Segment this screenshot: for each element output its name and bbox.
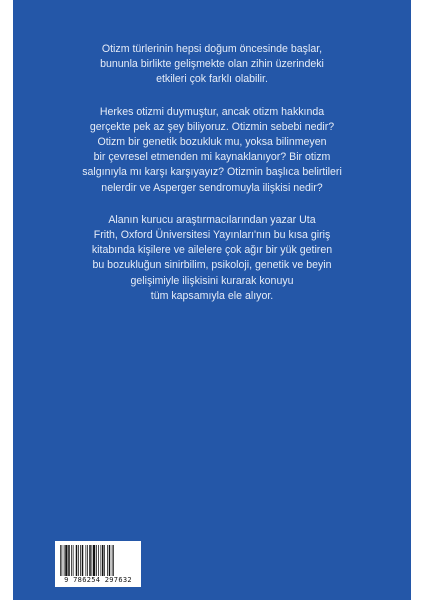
blurb-line: kitabında kişilere ve ailelere çok ağır bir yük getiren xyxy=(91,244,333,257)
barcode-bar xyxy=(109,545,111,576)
barcode-bar xyxy=(71,545,72,576)
barcode-bar xyxy=(60,545,61,576)
barcode-bar xyxy=(64,545,65,576)
isbn-barcode xyxy=(55,541,141,587)
barcode-bar xyxy=(112,545,113,576)
barcode-bar xyxy=(62,545,63,576)
blurb-paragraph-1 xyxy=(13,42,411,88)
blurb-line: bu bozukluğun sinirbilim, psikoloji, genetik ve beyin xyxy=(92,259,332,272)
barcode-bar xyxy=(87,545,88,576)
blurb-line: Alanın kurucu araştırmacılarından yazar Uta xyxy=(108,213,316,226)
barcode-bar xyxy=(78,545,79,576)
barcode-bar xyxy=(104,545,105,576)
barcode-bar xyxy=(98,545,99,576)
barcode-number: 9 786254 297632 xyxy=(64,576,132,584)
blurb-line: bir çevresel etmenden mi kaynaklanıyor? Bir otizm xyxy=(93,151,331,164)
barcode-bar xyxy=(68,545,70,576)
blurb-paragraph-2 xyxy=(13,105,411,196)
blurb-line: Otizm türlerinin hepsi doğum öncesinde başlar, xyxy=(101,43,323,55)
barcode-bar xyxy=(101,545,102,576)
back-cover xyxy=(13,0,411,600)
barcode-bar xyxy=(102,545,104,576)
barcode-bar xyxy=(80,545,81,576)
barcode-bar xyxy=(86,545,87,576)
barcode-bar xyxy=(93,545,95,576)
blurb-line: Herkes otizmi duymuştur, ancak otizm hakkında xyxy=(99,105,325,118)
barcode-bar xyxy=(113,545,114,576)
barcode-bar xyxy=(107,545,108,576)
barcode-bar xyxy=(65,545,67,576)
barcode-bar xyxy=(89,545,91,576)
barcode-bars xyxy=(60,545,136,576)
blurb-paragraph-3 xyxy=(13,213,411,304)
blurb-line: gelişimiyle ilişkisini kurarak konuyu xyxy=(130,274,294,287)
blurb-line: salgınıyla mı karşı karşıyayız? Otizmin başlıca belirtileri xyxy=(82,166,342,179)
barcode-bar xyxy=(76,545,78,576)
barcode-bar xyxy=(73,545,74,576)
blurb-line: nelerdir ve Asperger sendromuyla ilişkisi nedir? xyxy=(101,181,323,194)
blurb-line: tüm kapsamıyla ele alıyor. xyxy=(150,289,274,302)
barcode-bar xyxy=(92,545,93,576)
barcode-bar xyxy=(82,545,84,576)
blurb-line: Otizm bir genetik bozukluk mu, yoksa bilinmeyen xyxy=(97,136,327,149)
blurb-line: Frith, Oxford Üniversitesi Yayınları'nın bu kısa giriş xyxy=(93,229,331,242)
blurb-line: gerçekte pek az şey biliyoruz. Otizmin sebebi nedir? xyxy=(89,120,335,133)
barcode-bar xyxy=(96,545,97,576)
blurb-line: etkileri çok farklı olabilir. xyxy=(156,73,268,86)
blurb xyxy=(13,42,411,321)
blurb-line: bununla birlikte gelişmekte olan zihin üzerindeki xyxy=(100,58,324,71)
